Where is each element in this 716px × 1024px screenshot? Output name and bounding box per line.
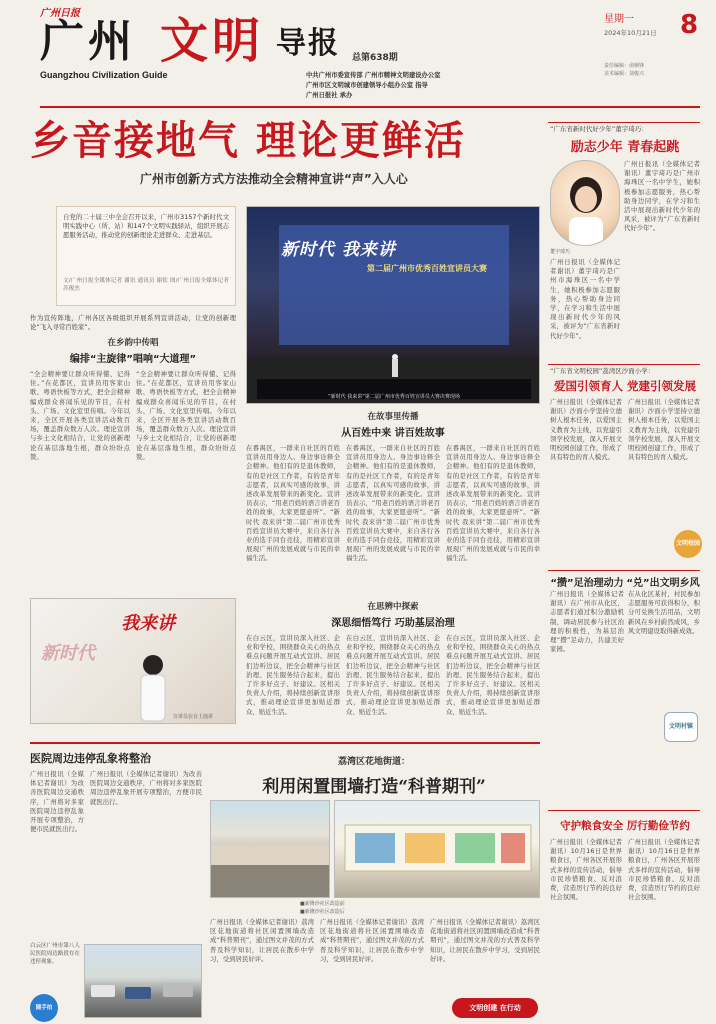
- sponsor-line-3: 广州日报社 承办: [306, 92, 353, 99]
- bottom-mid-body-col3: 广州日报讯（全媒体记者谢讯）荔湾区花地街道将社区闲置围墙改造成“科普期刊”，通过图文并茂的方式普及科学知识，让居民在散步中学习，受到居民好评。: [430, 918, 540, 963]
- col-b-title: “兑”出文明乡风: [626, 578, 700, 589]
- bottom-strip-rule: [30, 742, 540, 744]
- section3-title: 深思细悟笃行 巧助基层治理: [331, 618, 455, 629]
- right-mid-tag: “广东省文明校园”荔湾区沙面小学：: [550, 367, 655, 375]
- wenming-xiaoyuan-badge: 文明校园: [674, 530, 702, 558]
- wall-before-photo: [210, 800, 330, 898]
- bottom-mid-title: 利用闲置围墙打造“科普期刊”: [262, 777, 486, 797]
- date: 2024年10月21日: [604, 29, 657, 37]
- right-top-rule: [548, 122, 700, 123]
- bottom-left-body-col1: 广州日报讯（全媒体记者谢讯）为改善医院周边交通秩序，广州将对多家医院周边违停乱象开展专项整治，方便市民就医出行。: [30, 770, 84, 834]
- col-a-body: 广州日报讯（全媒体记者谢讯）在广州市从化区，志愿者们通过积分激励机制，调动居民参与社区治理的积极性，为基层治理“攒”足动力，共建美好家园。: [550, 590, 624, 654]
- section3-kicker: 在思辨中探索: [367, 602, 419, 612]
- section2-body-col2: 在番禺区，一群来自社区的百姓宣讲员用身边人、身边事诠释全会精神。他们有的是退休教师，有的是社区工作者，有的是青年志愿者，以真实可感的故事，讲述改革发展带来的新变化。宣讲员表示，“用老百姓的语言讲老百姓的故事，大家更愿意听”。“新时代 我来讲”第二届广州市优秀百姓宣讲员大赛中，来自各行各业的选手同台竞技，用精彩宣讲展现广州的发展成就与市民的幸福生活。: [346, 444, 440, 563]
- stage-photo: [246, 206, 540, 404]
- english-title: Guangzhou Civilization Guide: [40, 70, 168, 80]
- bottom-mid-body-col1: 广州日报讯（全媒体记者谢讯）荔湾区花地街道将社区闲置围墙改造成“科普期刊”，通过图文并茂的方式普及科学知识，让居民在散步中学习，受到居民好评。: [210, 918, 314, 963]
- speaker-photo-caption: 宣讲员在台上演讲: [172, 714, 213, 720]
- speaker-bg-text-a: 我来讲: [121, 613, 175, 634]
- hospital-street-photo: [84, 944, 202, 1018]
- student-figure: [551, 161, 620, 246]
- section1-header: [30, 336, 236, 366]
- section2-title: 从百姓中来 讲百姓故事: [341, 428, 445, 439]
- right-mid-body-col1: 广州日报讯（全媒体记者谢讯）沙面小学坚持立德树人根本任务，以爱国主义教育为主线，以党建引领学校发展，深入开展文明校园创建工作，形成了具有特色的育人模式。: [550, 398, 622, 462]
- lead-pull-text: 作为宣传阵地，广州各区各级组织开展系列宣讲活动，让党的创新理论“飞入寻常百姓家”。: [30, 314, 236, 332]
- right-top-body-col1: 广州日报讯（全媒体记者谢讯）董宇琦巧是广州市海珠区一名中学生，她积极参加志愿服务，热心帮助身边同学，在学习和生活中展现出新时代少年的风采，被评为“广东省新时代好少年”。: [624, 160, 700, 233]
- col-a-title: “攒”足治理动力: [550, 578, 624, 589]
- wall-after-photo: [334, 800, 540, 898]
- bottom-left-body-col2: 广州日报讯（全媒体记者谢讯）为改善医院周边交通秩序，广州将对多家医院周边违停乱象开展专项整治，方便市民就医出行。: [90, 770, 202, 806]
- right-bottom-title: 守护粮食安全 厉行勤俭节约: [560, 820, 690, 832]
- section3-body-col3: 在白云区，宣讲员深入社区、企业和学校，围绕群众关心的热点难点问题开展互动式宣讲。居民们边听边议，把全会精神与社区治理、民生服务结合起来，提出了许多好点子、好建议。区相关负责人介绍，将持续创新宣讲形式，推动理论宣讲更加贴近群众、贴近生活。: [446, 634, 540, 716]
- col-ab-rule: [548, 570, 700, 571]
- stage-banner-subtitle: 第二届广州市优秀百姓宣讲员大赛: [367, 264, 487, 273]
- wenming-cunzhen-badge: 文明村镇: [664, 712, 698, 742]
- wenming-chuangjian-badge: 文明创建 在行动: [452, 998, 538, 1018]
- sponsor-line-1: 中共广州市委宣传部 广州市精神文明建设办公室: [306, 72, 441, 79]
- stage-banner-title: 新时代 我来讲: [281, 240, 396, 260]
- lead-intro: 自党的二十届三中全会召开以来，广州市3157个新时代文明实践中心（所、站）和147个文明实践驿站，组织开展志愿服务活动，推动党的创新理论走进群众、走进基层。: [63, 213, 229, 240]
- right-top-tag: “广东省新时代好少年”董宇琦巧：: [550, 125, 648, 133]
- page-number: 8: [679, 10, 699, 40]
- wall-before-scene: [211, 801, 330, 898]
- bottom-left-title: 医院周边违停乱象将整治: [30, 752, 151, 765]
- masthead-title-guangzhou: 广州: [40, 16, 136, 67]
- section1-kicker: 在乡韵中传唱: [107, 338, 159, 348]
- right-mid-rule: [548, 364, 700, 365]
- right-top-body-col2: 广州日报讯（全媒体记者谢讯）董宇琦巧是广州市海珠区一名中学生，她积极参加志愿服务，热心帮助身边同学，在学习和生活中展现出新时代少年的风采，被评为“广东省新时代好少年”。: [550, 258, 620, 340]
- student-portrait-caption: 董宇琦巧: [550, 249, 571, 255]
- section1-title: 编排“主旋律”唱响“大道理”: [69, 354, 197, 365]
- bottom-left-caption: 白云区广州市第八人民医院周边路段存在违停现象。: [30, 943, 80, 965]
- lead-title: 乡音接地气 理论更鲜活: [30, 117, 466, 164]
- suishoupai-badge: 随手拍: [30, 994, 58, 1022]
- section3-body-col1: 在白云区，宣讲员深入社区、企业和学校，围绕群众关心的热点难点问题开展互动式宣讲。居民们边听边议，把全会精神与社区治理、民生服务结合起来，提出了许多好点子、好建议。区相关负责人介绍，将持续创新宣讲形式，推动理论宣讲更加贴近群众、贴近生活。: [246, 634, 340, 716]
- right-mid-title: 爱国引领育人 党建引领发展: [553, 379, 696, 393]
- editor-line-2: 美术编辑：刘俊兴: [604, 71, 645, 77]
- newspaper-logo: 广州日报: [40, 8, 80, 19]
- sponsor-line-2: 广州市区文明城市创建领导小组办公室 指导: [306, 82, 428, 89]
- student-portrait: [550, 160, 620, 246]
- speaker-photo: [30, 598, 236, 724]
- wall-after-scene: [335, 801, 540, 898]
- wall-after-caption: ■新隆沙社区改造后: [300, 909, 345, 915]
- masthead: [0, 0, 716, 99]
- stage-photo-caption: “新时代 我来讲”第二届广州市优秀百姓宣讲员大赛决赛现场: [328, 394, 460, 400]
- section1-body-col2: “全会精神要让群众听得懂、记得住。”在花都区，宣讲员用客家山歌、粤语快板等方式，把全会精神编成群众喜闻乐见的节目，在村头、广场、文化室里传唱。今年以来，全区开展各类宣讲活动数百场，覆盖群众数万人次。理论宣讲与乡土文化相结合，让党的创新理论在基层落地生根，群众纷纷点赞。: [136, 370, 236, 461]
- bottom-mid-kicker: 荔湾区花地街道：: [337, 757, 410, 767]
- section1-body: “全会精神要让群众听得懂、记得住。”在花都区，宣讲员用客家山歌、粤语快板等方式，把全会精神编成群众喜闻乐见的节目，在村头、广场、文化室里传唱。今年以来，全区开展各类宣讲活动数百场，覆盖群众数万人次。理论宣讲与乡土文化相结合，让党的创新理论在基层落地生根，群众纷纷点赞。: [30, 370, 130, 461]
- bottom-mid-body-col2: 广州日报讯（全媒体记者谢讯）荔湾区花地街道将社区闲置围墙改造成“科普期刊”，通过图文并茂的方式普及科学知识，让居民在散步中学习，受到居民好评。: [320, 918, 424, 963]
- masthead-title-wenming: 文明: [160, 13, 265, 69]
- right-bottom-body-col2: 广州日报讯（全媒体记者谢讯）10月16日是世界粮食日，广州各区开展形式多样的宣传活动，倡导市民珍惜粮食、反对浪费，营造厉行节约的良好社会氛围。: [628, 838, 700, 902]
- speaker-bg-text-b: 新时代: [41, 643, 95, 664]
- lead-byline: 文/广州日报全媒体记者 谢讯 通讯员 谢钦 图/广州日报全媒体记者 苏俊杰: [63, 278, 229, 292]
- lead-intro-box: [56, 206, 236, 306]
- issue-number: 总第638期: [352, 53, 398, 63]
- right-bottom-rule: [548, 810, 700, 811]
- weekday: 星期一: [604, 14, 634, 25]
- wall-before-caption: ■新隆沙社区改造前: [300, 901, 345, 907]
- col-b-body: 在从化区某村，村民参加志愿服务可获得积分，积分可兑换生活用品，文明新风在乡村蔚然成风，乡风文明建设取得新成效。: [628, 590, 700, 635]
- lead-subtitle: 广州市创新方式方法推动全会精神宣讲“声”入人心: [140, 172, 408, 186]
- editor-line-1: 责任编辑：俞婉锋: [604, 63, 645, 69]
- right-top-title: 励志少年 青春起跳: [570, 140, 680, 155]
- right-bottom-body-col1: 广州日报讯（全媒体记者谢讯）10月16日是世界粮食日，广州各区开展形式多样的宣传活动，倡导市民珍惜粮食、反对浪费，营造厉行节约的良好社会氛围。: [550, 838, 622, 902]
- section2-body-col1: 在番禺区，一群来自社区的百姓宣讲员用身边人、身边事诠释全会精神。他们有的是退休教师，有的是社区工作者，有的是青年志愿者，以真实可感的故事，讲述改革发展带来的新变化。宣讲员表示，“用老百姓的语言讲老百姓的故事，大家更愿意听”。“新时代 我来讲”第二届广州市优秀百姓宣讲员大赛中，来自各行各业的选手同台竞技，用精彩宣讲展现广州的发展成就与市民的幸福生活。: [246, 444, 340, 563]
- masthead-title-daobao: 导报: [276, 26, 340, 61]
- section2-header: [246, 410, 540, 440]
- section3-body-col2: 在白云区，宣讲员深入社区、企业和学校，围绕群众关心的热点难点问题开展互动式宣讲。居民们边听边议，把全会精神与社区治理、民生服务结合起来，提出了许多好点子、好建议。区相关负责人介绍，将持续创新宣讲形式，推动理论宣讲更加贴近群众、贴近生活。: [346, 634, 440, 716]
- masthead-rule: [40, 106, 700, 108]
- section2-body-col3: 在番禺区，一群来自社区的百姓宣讲员用身边人、身边事诠释全会精神。他们有的是退休教师，有的是社区工作者，有的是青年志愿者，以真实可感的故事，讲述改革发展带来的新变化。宣讲员表示，“用老百姓的语言讲老百姓的故事，大家更愿意听”。“新时代 我来讲”第二届广州市优秀百姓宣讲员大赛中，来自各行各业的选手同台竞技，用精彩宣讲展现广州的发展成就与市民的幸福生活。: [446, 444, 540, 563]
- section2-kicker: 在故事里传播: [367, 412, 419, 422]
- section3-header: [246, 600, 540, 630]
- right-mid-body-col2: 广州日报讯（全媒体记者谢讯）沙面小学坚持立德树人根本任务，以爱国主义教育为主线，以党建引领学校发展，深入开展文明校园创建工作，形成了具有特色的育人模式。: [628, 398, 700, 462]
- street-scene: [85, 945, 202, 1018]
